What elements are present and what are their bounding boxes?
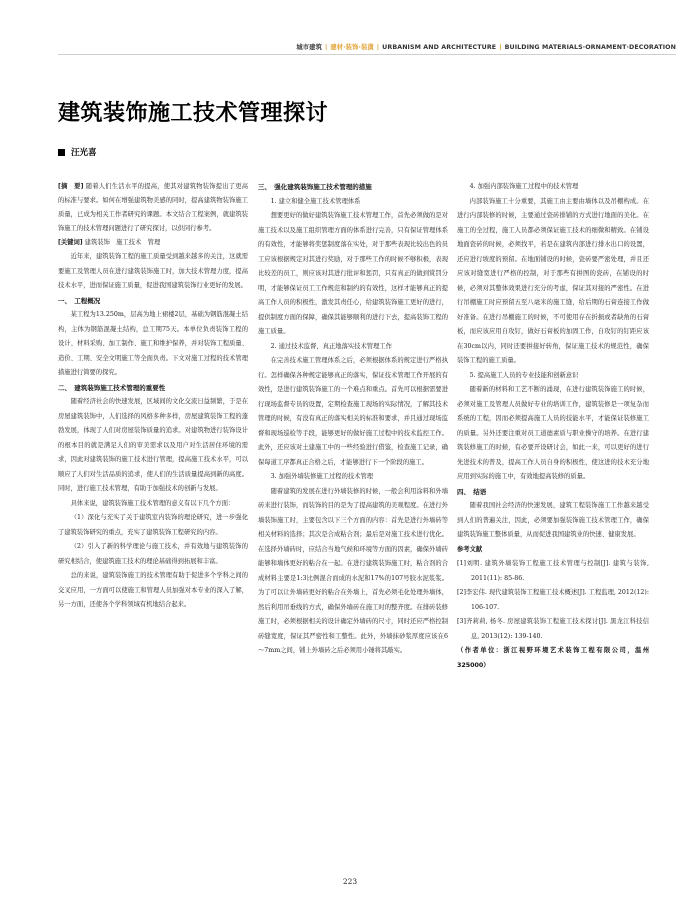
header-cn-subtitle: 建材·装饰·装潢 bbox=[330, 44, 374, 51]
section-2-heading: 二、 建筑装饰施工技术管理的重要性 bbox=[58, 383, 166, 392]
subsection-heading: 3. 加强外墙装修施工过程的技术管理 bbox=[270, 473, 374, 480]
article-title: 建筑装饰施工技术管理探讨 bbox=[58, 101, 329, 126]
author-affiliation: （作者单位：浙江视野环境艺术装饰工程有限公司，温州 325000） bbox=[457, 647, 656, 669]
abstract-label: [摘 要] bbox=[58, 183, 84, 190]
header-rule bbox=[58, 54, 676, 55]
conclusion-paragraph: 随着我国社会经济的快速发展，建筑工程装饰施工工作越来越受到人们的普遍关注，因此，必须要加强装饰施工技术管理工作，确保建筑装饰施工整体质量，从而促进我国建筑业的快速、健康发展。 bbox=[457, 502, 649, 538]
section-3-heading: 三、 强化建筑装饰施工技术管理的措施 bbox=[258, 183, 372, 191]
header-separator: | bbox=[376, 44, 380, 51]
subsection-heading: 5. 提高施工人员的专业技能和创新意识 bbox=[469, 371, 579, 379]
section-3-paragraph: 随着建筑的发展在进行外墙装修的时候，一般会利用涂料和外墙砖来进行装饰，而装饰的目的是为了提高建筑的美观程度。在进行外墙装饰施工时，主要包含以下三个方面的内容：首先是进行外墙砖等相关材料的选择；其次是合成粘合剂；最后是对施工技术进行优化。在选择外墙砖时，应结合当地气候和环境等方面的因素，确保外墙砖能够和墙体更好的粘合在一起。在进行建筑装饰施工时，粘合剂的合成材料主要是1:3比例混合而成的水泥和17%的107号胶水泥浆浆。为了可以让外墙砖更好的粘合在外墙上，首先必须毛化处理外墙体，然后利用吊垂线的方式，确保外墙砖在施工时的整齐度。在排砖装修施工时，必须根据相关的设计确定外墙砖的尺寸，同时还应严格控制砖缝宽度，保证其严密性和工整性。此外，外墙抹砂浆厚度应该在6～7mm之间，铺上外墙砖之后必须用小锤将其敲实。 bbox=[258, 487, 448, 654]
section-2-paragraph: 具体来说，建筑装饰施工技术管理的意义有以下几个方面： bbox=[70, 499, 235, 507]
subsection-heading: 4. 加强内部装饰施工过程中的技术管理 bbox=[469, 183, 579, 190]
reference-item: [3]齐莉莉, 杨冬. 房屋建筑装饰工程施工技术探讨[J]. 黑龙江科技信息, 2013(12): 139-140. bbox=[457, 618, 649, 640]
section-1-paragraph: 某工程为13.250m，层高为地上裙楼2层，基础为钢筋混凝土结构，主体为钢筋混凝土结构，总工期75天。本单位负责装饰工程的设计、材料采购、加工制作、施工和维护保养，并对装饰工程质量、造价、工期、安全文明施工等全面负责。下文对施工过程的技术管理措施进行简要的探究。 bbox=[58, 311, 248, 376]
column-2 bbox=[258, 180, 448, 659]
header-cn-title: 城市建筑 bbox=[296, 44, 322, 51]
section-2-paragraph: （2）引入了新的科学理论与施工技术，并有效地与建筑装饰的研究相结合，使建筑施工技术的理论基础得到拓展和丰富。 bbox=[58, 543, 248, 565]
section-2-paragraph: （1）深化与充实了关于建筑室内装饰的理论研究，进一步强化了建筑装饰研究的重点，充实了建筑装饰工程研究的内容。 bbox=[58, 514, 248, 536]
reference-item: [1]刘明. 建筑外墙装饰工程施工技术管理与控制[J]. 建筑与装饰, 2011(11): 85-86. bbox=[457, 560, 649, 582]
subsection-heading: 2. 通过技术监督，真正地落实技术管理工作 bbox=[270, 342, 392, 350]
section-1-heading: 一、 工程概况 bbox=[58, 296, 101, 305]
section-3-paragraph: 想要更好的做好建筑装饰施工技术管理工作，首先必须做的是对施工技术以及施工组织管理方面的体系进行完善，只有保证管理体系的有效性，才能够将奖惩制度落在实处，对于那些表现比较出色的员工应该根据规定对其进行奖励，对于那些工作的时候不够积极，表现比较差的员工，则应该对其进行批评和惩罚，只有真正的做到赏罚分明，才能够保证员工工作规范和制约的有效性，这样才能够真正的提高工作人员的积极性，激发其责任心，给建筑装饰施工更好的进行，提供制度方面的保障，确保其能够顺利的进行下去，提高装饰工程的施工质量。 bbox=[258, 212, 448, 335]
keywords bbox=[58, 236, 248, 250]
journal-header bbox=[296, 42, 676, 51]
header-en-title: URBANISM AND ARCHITECTURE bbox=[382, 44, 497, 51]
section-4-heading: 四、 结语 bbox=[457, 487, 487, 496]
author-name: 汪光喜 bbox=[71, 148, 97, 158]
author-square-icon bbox=[58, 149, 65, 156]
header-en-subtitle: BUILDING MATERIALS·ORNAMENT·DECORATION bbox=[504, 44, 676, 51]
intro-paragraph: 近年来，建筑装饰工程的施工质量受到越来越多的关注，这就需要施工及管理人员在进行建筑装饰施工时，加大技术管理力度，提高技术水平，进而保证施工质量，促进我国建筑装饰行业更好的发展。 bbox=[58, 253, 248, 289]
section-3-paragraph: 随着新的材料和工艺不断的涌现，在进行建筑装饰施工的时候，必须对施工及管理人员做好专业的培训工作，建筑装修是一项复杂而系统的工程，因而必须提高施工人员的技能水平，才能保证装修施工的质量。另外还要注重对员工道德素质与职业操守的培养。在进行建筑装修施工的时候，有必要开设研讨会，如此一来，可以更好的进行先进技术的普及，提高工作人员自身的积极性，使这进的技术充分地应用到实际的施工中，有效地提高装修的质量。 bbox=[457, 386, 649, 480]
abstract bbox=[58, 180, 248, 236]
author-line bbox=[58, 146, 97, 158]
page-number: 223 bbox=[342, 877, 358, 886]
section-2-paragraph: 随着经济社会的快速发展，区域间的文化交流日益频繁，于是在房屋建筑装饰中，人们选择的风格多种多样，房屋建筑装饰工程的蓬勃发展，体现了人们对房屋装饰质量的追求。对建筑物进行装饰设计的根本目的就是满足人们的审美需求以及用户对生活居住环境的需求，因此对建筑装饰的施工技术进行管理，提高施工技术水平，可以顺应了人们对生活品质的追求，使人们的生活质量提高到新的高度。同时，进行施工技术管理，有助于加强技术的创新与发展。 bbox=[58, 398, 248, 492]
references-heading: 参考文献 bbox=[457, 545, 483, 553]
keywords-text: 建筑装饰 施工技术 管理 bbox=[84, 239, 161, 246]
abstract-text: 随着人们生活水平的提高，使其对建筑物装饰提出了更高的标准与要求。如何在增强建筑物美感的同时，提高建筑物装饰施工质量，已成为相关工作者研究的课题。本文结合工程案例，就建筑装饰施工的技术管理问题进行了研究探讨，以供同行参考。 bbox=[58, 183, 248, 232]
column-1 bbox=[58, 180, 248, 613]
section-3-paragraph: 在完善技术施工管理体系之后，必须根据体系的规定进行严格执行。怎样确保各种规定能够真正的落实，保证技术管理工作开展的有效性，是进行建筑装饰施工的一个难点和重点。首先可以根据需要进行现场监督专员的设置，定期检查施工现场的实际情况，了解其技术管理的时候，有没有真正的落实相关的标准和要求，并且通过现场监督和现场巡检等手段，能够更好的做好施工过程中的技术监控工作。此外，还应该对土建施工中的一些经验进行借鉴，检查施工记录，确保每道工序都真正合格之后，才能够进行下一个阶段的施工。 bbox=[258, 357, 448, 466]
section-2-paragraph: 总的来说，建筑装饰施工的技术管理有助于促进多个学科之间的交叉应用，一方面可以使施工和管理人员加强对本专业的深入了解，另一方面，还使各个学科领域有机地结合起来。 bbox=[58, 572, 248, 608]
header-separator: | bbox=[324, 44, 328, 51]
subsection-heading: 1. 建立和健全施工技术管理体系 bbox=[270, 197, 361, 205]
header-separator: | bbox=[499, 44, 502, 51]
keywords-label: [关键词] bbox=[58, 239, 83, 246]
reference-item: [2]李宏伟. 现代建筑装饰工程施工技术概述[J]. 工程监理, 2012(12): 106-107. bbox=[457, 589, 649, 611]
section-3-paragraph: 内部装饰施工十分重要，其施工由主要由墙体以及吊棚构成。在进行内部装修的时候，主要通过瓷砖排铺的方式进行地面的美化。在施工的全过程，施工人员都必须保证施工技术的细微和精致。在铺设地面瓷砖的时候，必须找平，若是在建筑内部进行排水出口的设置，还应进行坡度的预留。在地面铺设的时候，瓷砖要严密处理，并且还应该对缝宽进行严格的控制，对于那些有拼图的瓷砖，在铺设的时候，必须对其整体效果进行充分的考虑，保证其对接的严密性。在进行吊棚施工时应预留五至八毫米的施工缝，给后期的石膏连接工作做好准备。在进行吊棚施工的时候，不可使用存在折损或者缺角的石膏板，而应该应用自攻钉，做好石膏板的加固工作，自攻钉的钉距应该在30cm以内，同时还要拼接好转角，保证施工技术的规范性，确保装饰工程的施工质量。 bbox=[457, 197, 649, 364]
abstract-block bbox=[58, 180, 248, 250]
column-3 bbox=[457, 180, 656, 673]
